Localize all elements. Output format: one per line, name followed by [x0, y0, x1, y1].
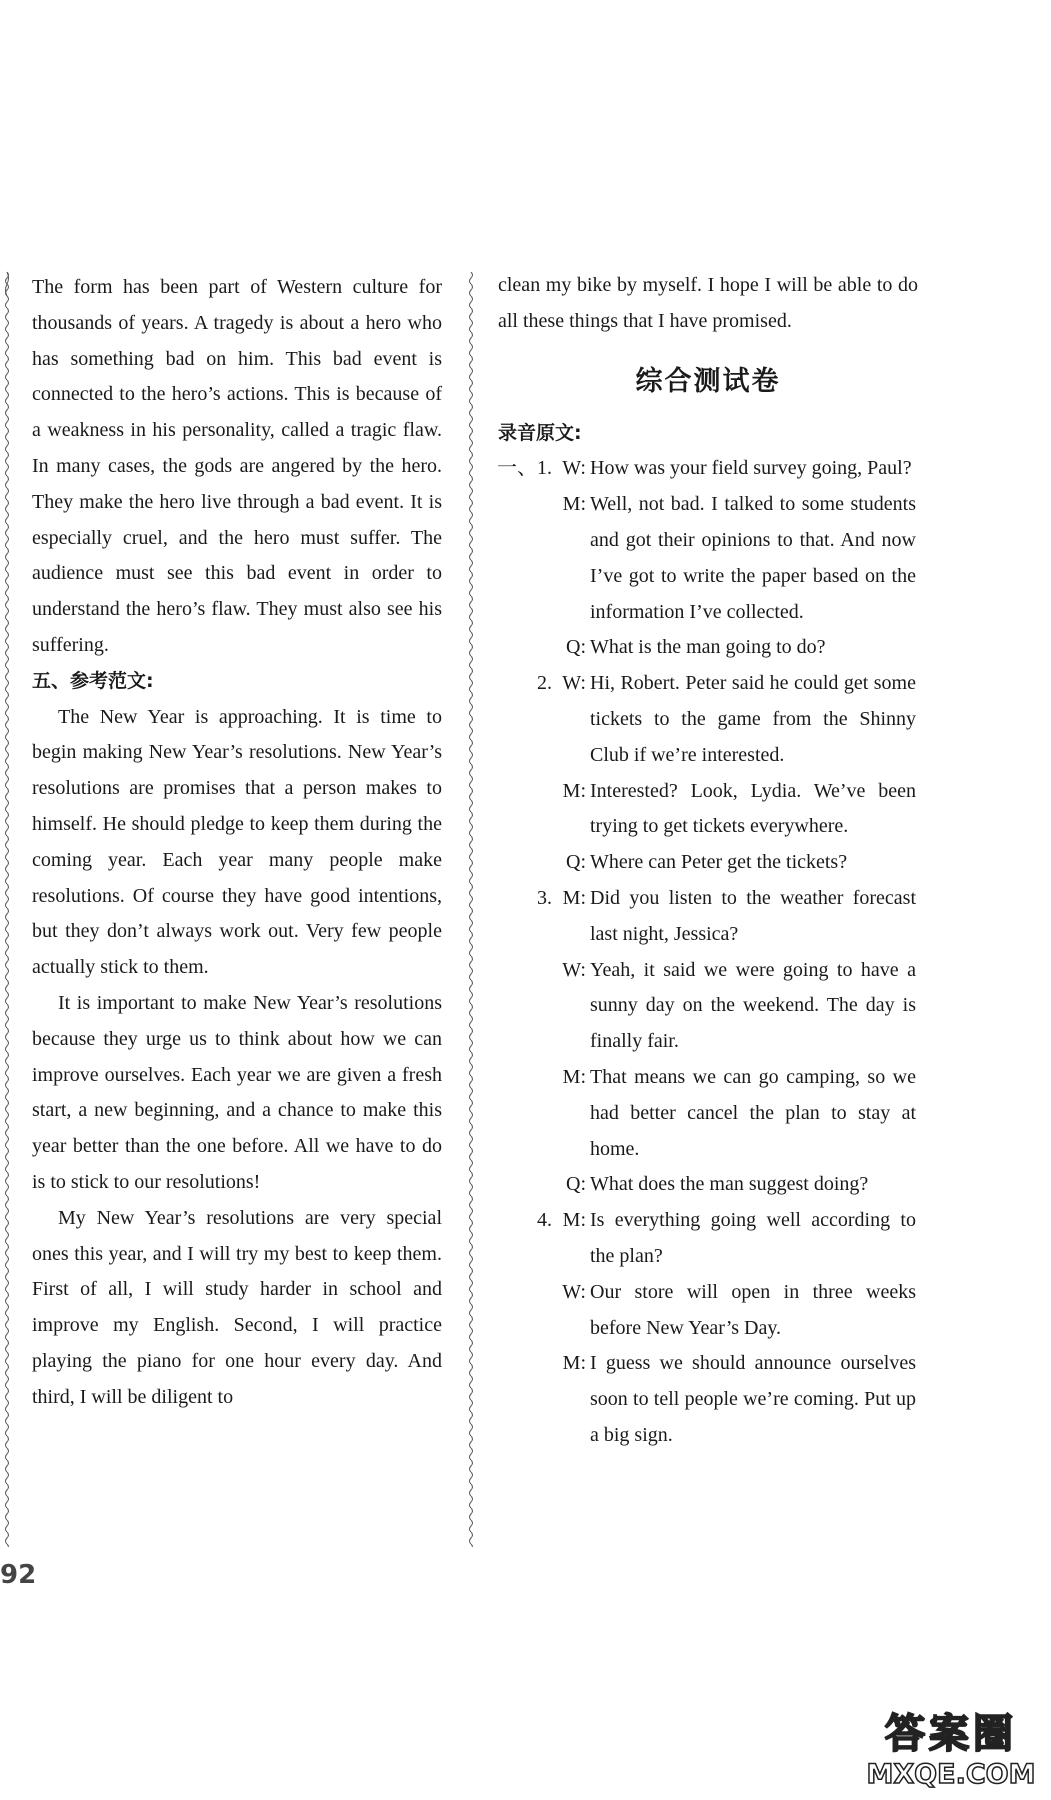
- dialogue-line: [498, 451, 918, 487]
- transcript-heading: 录音原文:: [498, 421, 582, 444]
- question-number: 4.: [537, 1209, 552, 1232]
- dialogue-text: How was your field survey going, Paul?: [590, 457, 912, 480]
- essay-paragraph-2: It is important to make New Year’s resolutions because they urge us to think about how we can improve ourselves. Each year we are given a fresh start, a new beginning, and a chance to make this year better than the one before. All we have to do is to stick to our resolutions!: [32, 991, 442, 1193]
- essay-continuation: clean my bike by myself. I hope I will be able to do all these things that I have promised.: [498, 274, 918, 332]
- watermark-url: MXQE.COM: [866, 1759, 1036, 1790]
- section-title: 综合测试卷: [635, 365, 781, 397]
- dialogue-line: [498, 1275, 918, 1347]
- speaker-label: W:: [562, 958, 586, 981]
- essay-paragraph-1: The New Year is approaching. It is time to begin making New Year’s resolutions. New Year’s resolutions are promises that a person makes to himself. He should pledge to keep them during the coming year. Each year many people make resolutions. Of course they have good intentions, but they don’t always work out. Very few people actually stick to them.: [32, 705, 442, 979]
- question-number: 一、1.: [497, 457, 552, 480]
- column-divider-ornament: [468, 272, 474, 1547]
- dialogue-text: Yeah, it said we were going to have a sunny day on the weekend. The day is finally fair.: [590, 958, 916, 1053]
- dialogue-text: Where can Peter get the tickets?: [590, 851, 848, 874]
- speaker-label: M:: [562, 1065, 586, 1088]
- dialogue-line: [498, 1346, 918, 1453]
- speaker-label: W:: [562, 457, 586, 480]
- dialogue-text: I guess we should announce ourselves soon to tell people we’re coming. Put up a big sign.: [590, 1352, 916, 1446]
- dialogue-text: What is the man going to do?: [590, 636, 826, 659]
- dialogue-text: That means we can go camping, so we had better cancel the plan to stay at home.: [590, 1065, 916, 1160]
- question-number: 3.: [537, 886, 552, 909]
- question-number: 2.: [537, 672, 552, 695]
- dialogue-text: What does the man suggest doing?: [590, 1173, 869, 1196]
- watermark-logo: [856, 1708, 1046, 1794]
- left-column: [32, 270, 442, 1416]
- tragedy-paragraph: The form has been part of Western culture for thousands of years. A tragedy is about a hero who has something bad on him. This bad event is connected to the hero’s actions. This is because of a weakness in his personality, called a tragic flaw. In many cases, the gods are angered by the hero. They make the hero live through a bad event. It is especially cruel, and the hero must suffer. The audience must see this bad event in order to understand the hero’s flaw. They must also see his suffering.: [32, 276, 442, 656]
- speaker-label: Q:: [566, 1173, 586, 1196]
- sample-essay-heading: 五、参考范文:: [32, 669, 154, 692]
- dialogue-text: Well, not bad. I talked to some students and got their opinions to that. And now I’ve got to write the paper based on the information I’ve collected.: [590, 493, 916, 623]
- dialogue-list: [498, 451, 918, 1453]
- dialogue-line: [498, 1203, 918, 1275]
- dialogue-line: [498, 881, 918, 953]
- speaker-label: W:: [562, 672, 586, 695]
- dialogue-line: [498, 774, 918, 846]
- speaker-label: M:: [562, 1352, 586, 1375]
- dialogue-line: [498, 1167, 918, 1203]
- dialogue-line: [498, 953, 918, 1060]
- dialogue-text: Is everything going well according to the plan?: [590, 1209, 916, 1267]
- speaker-label: M:: [562, 886, 586, 909]
- speaker-label: M:: [562, 779, 586, 802]
- dialogue-text: Our store will open in three weeks before New Year’s Day.: [590, 1280, 916, 1339]
- speaker-label: M:: [562, 493, 586, 516]
- right-column: [498, 268, 918, 1454]
- left-border-ornament: [4, 272, 10, 1547]
- dialogue-line: [498, 845, 918, 881]
- page-number: 92: [0, 1560, 37, 1590]
- speaker-label: Q:: [566, 851, 586, 874]
- dialogue-text: Interested? Look, Lydia. We’ve been trying to get tickets everywhere.: [590, 779, 916, 838]
- dialogue-line: [498, 666, 918, 773]
- watermark-text: 答案圈: [885, 1711, 1017, 1757]
- speaker-label: M:: [562, 1209, 586, 1232]
- dialogue-text: Did you listen to the weather forecast last night, Jessica?: [590, 886, 916, 945]
- dialogue-text: Hi, Robert. Peter said he could get some tickets to the game from the Shinny Club if we’re interested.: [590, 672, 916, 766]
- dialogue-line: [498, 630, 918, 666]
- essay-paragraph-3: My New Year’s resolutions are very special ones this year, and I will try my best to keep them. First of all, I will study harder in school and improve my English. Second, I will practice playing the piano for one hour every day. And third, I will be diligent to: [32, 1206, 442, 1408]
- speaker-label: Q:: [566, 636, 586, 659]
- speaker-label: W:: [562, 1280, 586, 1303]
- dialogue-line: [498, 487, 918, 630]
- dialogue-line: [498, 1060, 918, 1167]
